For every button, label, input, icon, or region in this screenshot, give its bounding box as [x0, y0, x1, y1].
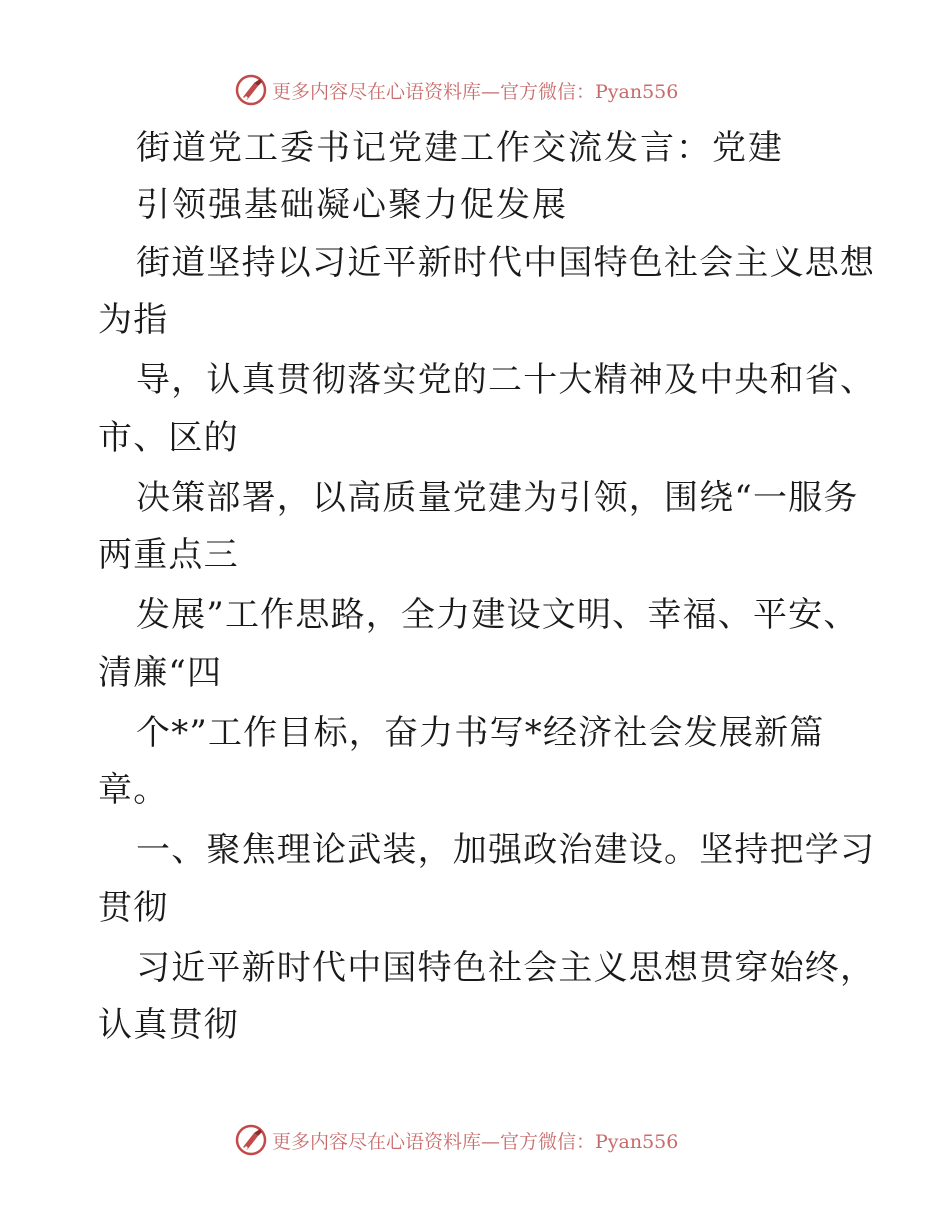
body-line-3: 导，认真贯彻落实党的二十大精神及中央和省、 [136, 360, 876, 400]
body-line-7: 发展”工作思路，全力建设文明、幸福、平安、 [136, 595, 859, 635]
body-line-1: 街道坚持以习近平新时代中国特色社会主义思想 [136, 243, 876, 283]
fountain-pen-logo-icon [234, 1123, 268, 1157]
body-line-5: 决策部署，以高质量党建为引领，围绕“一服务 [136, 478, 859, 518]
title-line-1: 街道党工委书记党建工作交流发言：党建 [136, 128, 784, 168]
body-line-6: 两重点三 [98, 535, 239, 575]
body-line-12: 贯彻 [98, 888, 169, 928]
title-line-2: 引领强基础凝心聚力促发展 [136, 185, 568, 225]
body-line-2: 为指 [98, 300, 169, 340]
body-line-8: 清廉“四 [98, 653, 223, 693]
body-line-10: 章。 [98, 770, 169, 810]
watermark-text: 更多内容尽在心语资料库—官方微信：Pyan556 [272, 80, 679, 103]
body-line-13: 习近平新时代中国特色社会主义思想贯穿始终， [136, 948, 876, 988]
watermark-text: 更多内容尽在心语资料库—官方微信：Pyan556 [272, 1130, 679, 1153]
body-line-9: 个*”工作目标，奋力书写*经济社会发展新篇 [136, 713, 825, 753]
body-line-11: 一、聚焦理论武装，加强政治建设。坚持把学习 [136, 830, 876, 870]
body-line-14: 认真贯彻 [98, 1005, 239, 1045]
body-line-4: 市、区的 [98, 418, 239, 458]
footer-watermark-banner [234, 1120, 714, 1160]
